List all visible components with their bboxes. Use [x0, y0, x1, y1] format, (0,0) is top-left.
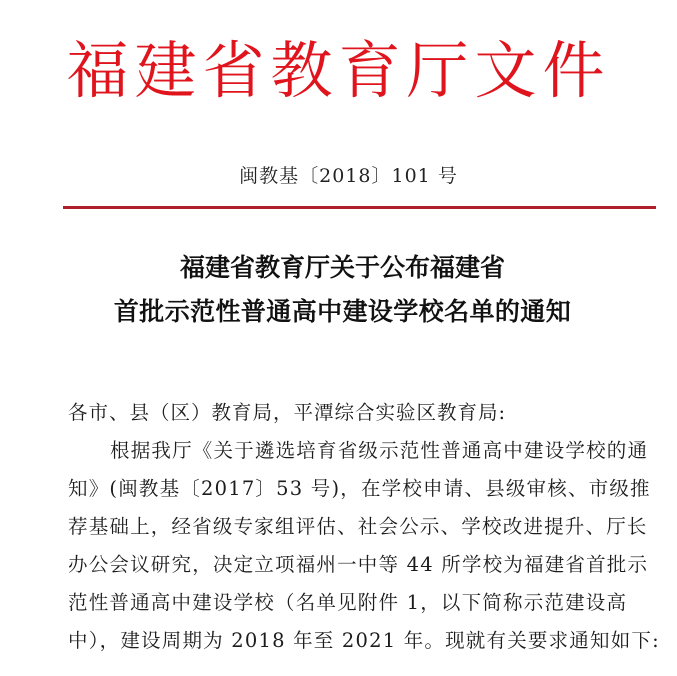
document-masthead: 福建省教育厅文件: [66, 34, 611, 107]
document-number: 闽教基〔2018〕101 号: [239, 165, 458, 187]
paragraph-line: 知》(闽教基〔2017〕53 号)，在学校申请、县级审核、市级推: [68, 477, 651, 500]
title-line-2: 首批示范性普通高中建设学校名单的通知: [113, 297, 572, 326]
title-line-1: 福建省教育厅关于公布福建省: [179, 253, 505, 282]
document-title: [0, 246, 677, 334]
paragraph-1: [68, 432, 658, 660]
paragraph-line: 荐基础上，经省级专家组评估、社会公示、学校改进提升、厅长: [68, 515, 648, 538]
paragraph-line: 办公会议研究，决定立项福州一中等 44 所学校为福建省首批示: [68, 553, 649, 576]
paragraph-line: 中），建设周期为 2018 年至 2021 年。现就有关要求通知如下:: [68, 629, 660, 652]
document-body: [68, 394, 658, 660]
paragraph-line: 范性普通高中建设学校（名单见附件 1，以下简称示范建设高: [68, 591, 628, 614]
red-divider-rule: [63, 206, 656, 209]
paragraph-line: 根据我厅《关于遴选培育省级示范性普通高中建设学校的通: [110, 439, 649, 462]
salutation: 各市、县（区）教育局，平潭综合实验区教育局:: [68, 401, 507, 424]
